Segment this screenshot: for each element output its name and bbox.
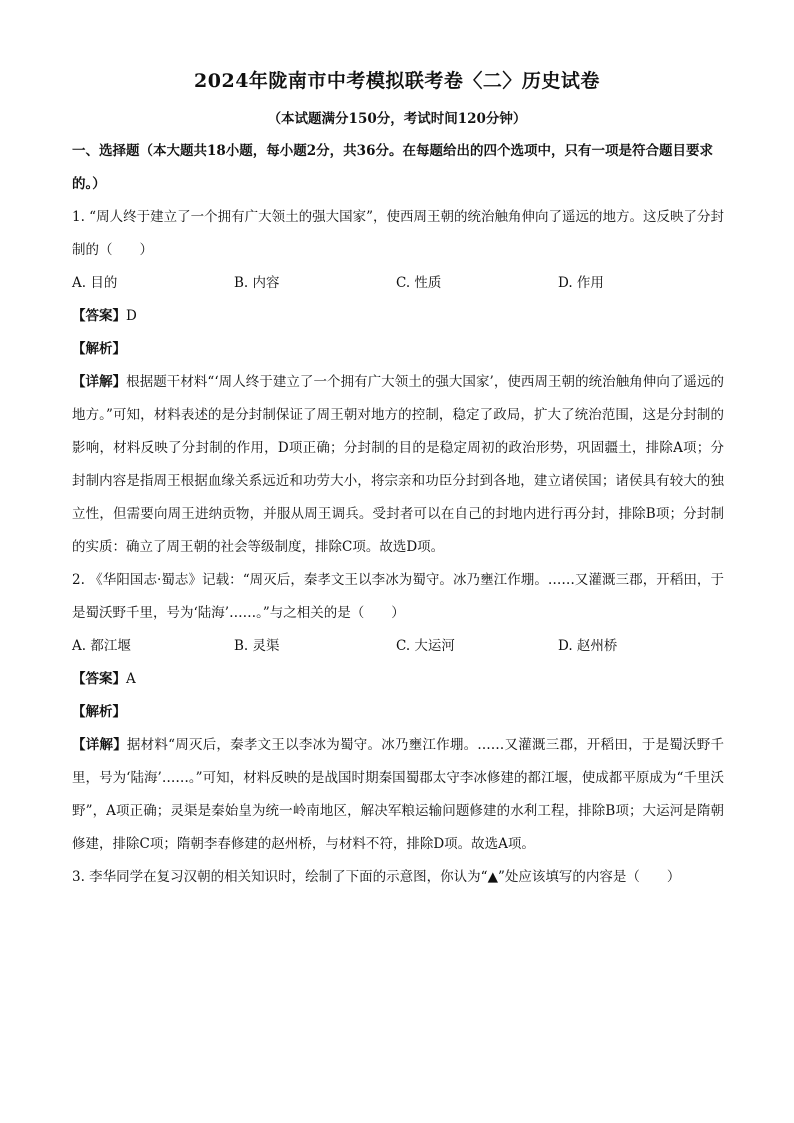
exam-subtitle: （本试题满分150分，考试时间120分钟） bbox=[267, 111, 527, 127]
option-b: B. 灵渠 bbox=[234, 638, 280, 654]
option-c: C. 性质 bbox=[396, 275, 442, 291]
answer-label: 【答案】 bbox=[72, 308, 126, 324]
exam-content bbox=[72, 135, 724, 894]
detail-label: 【详解】 bbox=[72, 374, 127, 390]
answer-line bbox=[72, 300, 724, 333]
detail-label: 【详解】 bbox=[72, 737, 127, 753]
question-1 bbox=[72, 201, 724, 564]
option-a: A. 目的 bbox=[72, 275, 118, 291]
answer-value: D bbox=[126, 308, 137, 324]
detail-paragraph bbox=[72, 366, 724, 564]
question-3 bbox=[72, 861, 724, 894]
question-options bbox=[72, 267, 724, 300]
detail-text: 据材料“周灭后，秦孝文王以李冰为蜀守。冰乃壅江作堋。……又灌溉三郡，开稻田，于是蜀沃野千里，号为‘陆海’……。”可知，材料反映的是战国时期秦国蜀郡太守李冰修建的都江堰，使成都平原成为“千里沃野”，A项正确；灵渠是秦始皇为统一岭南地区，解决军粮运输问题修建的水利工程，排除B项；大运河是隋朝修建，排除C项；隋朝李春修建的赵州桥，与材料不符，排除D项。故选A项。 bbox=[72, 737, 724, 852]
exam-title: 2024年陇南市中考模拟联考卷〈二〉历史试卷 bbox=[194, 70, 600, 92]
analysis-line bbox=[72, 696, 724, 729]
question-options bbox=[72, 630, 724, 663]
detail-text: 根据题干材料“‘周人终于建立了一个拥有广大领土的强大国家’，使西周王朝的统治触角伸向了遥远的地方。”可知，材料表述的是分封制保证了周王朝对地方的控制，稳定了政局，扩大了统治范围，这是分封制的影响，材料反映了分封制的作用，D项正确；分封制的目的是稳定周初的政治形势，巩固疆土，排除A项；分封制内容是指周王根据血缘关系远近和功劳大小，将宗亲和功臣分封到各地，建立诸侯国；诸侯具有较大的独立性，但需要向周王进纳贡物，并服从周王调兵。受封者可以在自己的封地内进行再分封，排除B项；分封制的实质：确立了周王朝的社会等级制度，排除C项。故选D项。 bbox=[72, 374, 725, 555]
answer-line bbox=[72, 663, 724, 696]
analysis-line bbox=[72, 333, 724, 366]
section-heading: 一、选择题（本大题共18小题，每小题2分，共36分。在每题给出的四个选项中，只有一项是符合题目要求的。） bbox=[72, 143, 713, 192]
analysis-label: 【解析】 bbox=[72, 341, 126, 357]
option-c: C. 大运河 bbox=[396, 638, 455, 654]
analysis-label: 【解析】 bbox=[72, 704, 126, 720]
option-d: D. 作用 bbox=[558, 275, 604, 291]
option-b: B. 内容 bbox=[234, 275, 280, 291]
detail-paragraph bbox=[72, 729, 724, 861]
question-stem: 3. 李华同学在复习汉朝的相关知识时，绘制了下面的示意图，你认为“▲”处应该填写的内容是（ ） bbox=[72, 869, 681, 885]
question-stem: 1. “周人终于建立了一个拥有广大领土的强大国家”，使西周王朝的统治触角伸向了遥远的地方。这反映了分封制的（ ） bbox=[72, 209, 724, 258]
question-stem: 2. 《华阳国志·蜀志》记载：“周灭后，秦孝文王以李冰为蜀守。冰乃壅江作堋。……又灌溉三郡，开稻田，于是蜀沃野千里，号为‘陆海’……。”与之相关的是（ ） bbox=[72, 572, 724, 621]
answer-label: 【答案】 bbox=[72, 671, 126, 687]
answer-value: A bbox=[126, 671, 136, 687]
option-a: A. 都江堰 bbox=[72, 638, 131, 654]
question-2 bbox=[72, 564, 724, 861]
option-d: D. 赵州桥 bbox=[558, 638, 618, 654]
